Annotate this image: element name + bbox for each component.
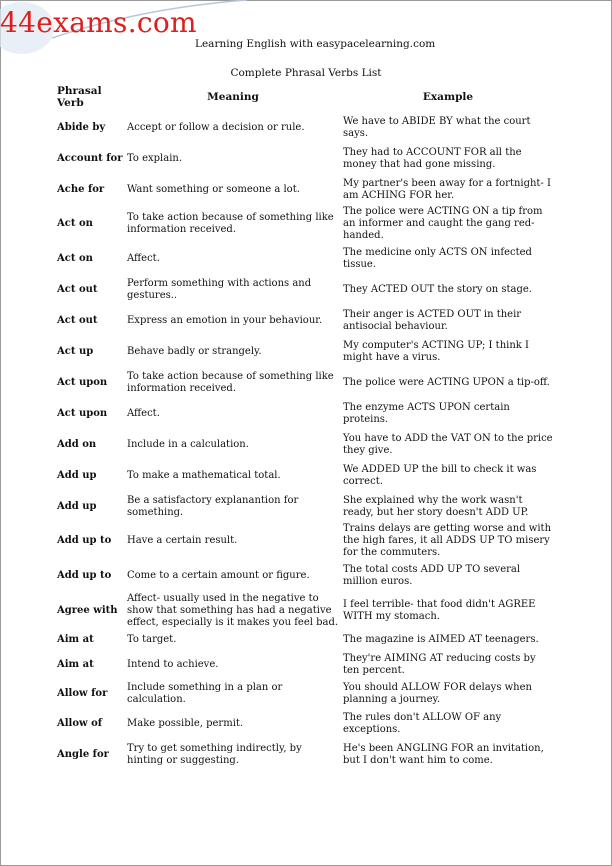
table-row (55, 708, 555, 739)
meaning-cell: Have a certain result. (127, 535, 238, 546)
table-row (55, 491, 555, 522)
table-row (55, 679, 555, 708)
example-cell: My partner's been away for a fortnight- I am ACHING FOR her. (343, 177, 551, 201)
example-cell: The enzyme ACTS UPON certain proteins. (343, 401, 510, 425)
table-row (55, 460, 555, 491)
meaning-cell: Include something in a plan or calculation. (127, 681, 283, 705)
phrasal-verb-cell: Ache for (57, 183, 105, 195)
example-cell: The magazine is AIMED AT teenagers. (343, 634, 539, 645)
phrasal-verb-cell: Add on (57, 438, 97, 450)
table-header-row (55, 82, 555, 112)
meaning-cell: To make a mathematical total. (127, 469, 281, 481)
example-cell: I feel terrible- that food didn't AGREE WITH my stomach. (343, 599, 536, 622)
example-cell: We have to ABIDE BY what the court says. (343, 115, 531, 139)
phrasal-verb-cell: Act upon (57, 376, 108, 388)
meaning-cell: Affect. (127, 252, 160, 264)
table-row (55, 522, 555, 560)
table-row (55, 630, 555, 650)
phrasal-verb-cell: Account for (57, 152, 123, 164)
table-row (55, 560, 555, 592)
example-cell: You should ALLOW FOR delays when planning a journey. (343, 681, 532, 705)
table-row (55, 336, 555, 367)
meaning-cell: Try to get something indirectly, by hinting or suggesting. (127, 743, 302, 766)
phrasal-verb-cell: Act out (57, 314, 98, 326)
example-cell: They ACTED OUT the story on stage. (343, 283, 532, 295)
table-row (55, 429, 555, 460)
phrasal-verb-cell: Add up to (57, 535, 112, 546)
table-row (55, 143, 555, 174)
phrasal-verb-cell: Add up (57, 469, 97, 481)
example-cell: The medicine only ACTS ON infected tissue. (343, 246, 532, 270)
phrasal-verb-cell: Allow for (57, 687, 108, 699)
example-cell: They had to ACCOUNT FOR all the money that had gone missing. (343, 146, 522, 170)
meaning-cell: Come to a certain amount or figure. (127, 570, 310, 581)
phrasal-verb-cell: Act up (57, 345, 94, 357)
meaning-cell: Affect- usually used in the negative to show that something has had a negative effect, especially is it makes you feel bad. (127, 593, 339, 628)
meaning-cell: Make possible, permit. (127, 717, 244, 729)
example-cell: The total costs ADD UP TO several million euros. (343, 564, 521, 587)
phrasal-verb-cell: Add up (57, 500, 97, 512)
example-cell: You have to ADD the VAT ON to the price they give. (343, 432, 553, 456)
example-cell: Trains delays are getting worse and with the high fares, it all ADDS UP TO misery for the commuters. (343, 523, 552, 558)
phrasal-verb-cell: Act upon (57, 407, 108, 419)
example-cell: Their anger is ACTED OUT in their antisocial behaviour. (343, 308, 522, 332)
phrasal-verbs-table (55, 82, 555, 771)
meaning-cell: Intend to achieve. (127, 658, 219, 670)
phrasal-verb-cell: Act on (57, 218, 93, 229)
example-cell: The police were ACTING ON a tip from an informer and caught the gang red-handed. (343, 206, 543, 241)
meaning-cell: To target. (127, 634, 177, 645)
phrasal-verb-cell: Aim at (57, 658, 94, 670)
phrasal-verb-cell: Act on (57, 252, 93, 264)
meaning-cell: Want something or someone a lot. (127, 183, 300, 195)
meaning-cell: Perform something with actions and gestures.. (127, 277, 312, 301)
watermark-logo: 44exams.com (0, 6, 197, 39)
column-header-example: Example (422, 91, 474, 103)
phrasal-verb-cell: Aim at (57, 634, 94, 645)
meaning-cell: Be a satisfactory explanantion for something. (127, 494, 299, 518)
meaning-cell: Behave badly or strangely. (127, 345, 262, 357)
example-cell: My computer's ACTING UP; I think I might have a virus. (343, 339, 529, 363)
phrasal-verb-cell: Add up to (57, 570, 112, 581)
table-row (55, 367, 555, 398)
meaning-cell: To take action because of something like information received. (127, 370, 334, 394)
table-row (55, 398, 555, 429)
site-header: Learning English with easypacelearning.com (195, 38, 436, 50)
example-cell: They're AIMING AT reducing costs by ten percent. (343, 652, 536, 676)
example-cell: She explained why the work wasn't ready, but her story doesn't ADD UP. (343, 494, 529, 518)
meaning-cell: To explain. (127, 152, 183, 164)
phrasal-verb-cell: Angle for (57, 749, 109, 760)
table-row (55, 205, 555, 243)
column-header-meaning: Meaning (207, 91, 259, 103)
table-row (55, 739, 555, 771)
table-row (55, 592, 555, 630)
phrasal-verb-cell: Act out (57, 283, 98, 295)
column-header-verb: Phrasal Verb (57, 85, 102, 109)
meaning-cell: Include in a calculation. (127, 438, 249, 450)
page-title: Complete Phrasal Verbs List (230, 67, 382, 79)
example-cell: The rules don't ALLOW OF any exceptions. (343, 711, 502, 735)
meaning-cell: Affect. (127, 407, 160, 419)
meaning-cell: Accept or follow a decision or rule. (127, 121, 305, 133)
example-cell: The police were ACTING UPON a tip-off. (343, 376, 550, 388)
meaning-cell: To take action because of something like information received. (127, 212, 334, 235)
phrasal-verb-cell: Agree with (57, 605, 118, 616)
table-row (55, 650, 555, 679)
phrasal-verb-cell: Allow of (57, 717, 103, 729)
table-row (55, 274, 555, 305)
meaning-cell: Express an emotion in your behaviour. (127, 314, 323, 326)
table-row (55, 243, 555, 274)
table-row (55, 174, 555, 205)
table-row (55, 305, 555, 336)
example-cell: We ADDED UP the bill to check it was correct. (343, 463, 537, 487)
phrasal-verb-cell: Abide by (57, 121, 106, 133)
table-row (55, 112, 555, 143)
example-cell: He's been ANGLING FOR an invitation, but I don't want him to come. (343, 743, 544, 766)
